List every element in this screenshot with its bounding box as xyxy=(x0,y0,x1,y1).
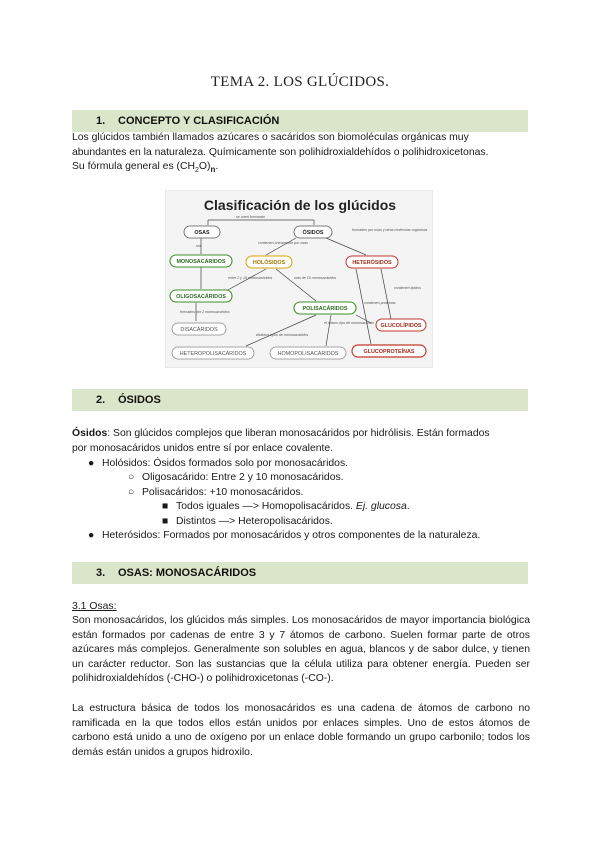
node-homopolisacaridos: HOMOPOLISACÁRIDOS xyxy=(277,351,339,357)
list-item-heterosidos xyxy=(88,529,480,544)
list-item-holosidos xyxy=(88,457,348,472)
formula-prefix: Su fórmula general es (CH xyxy=(72,161,196,173)
section-number: 1. xyxy=(96,115,106,127)
intro-text: : Son glúcidos complejos que liberan monosacáridos por hidrólisis. Están formados xyxy=(107,428,490,439)
section-header-osidos xyxy=(72,389,528,411)
label-se-unen: se unen formando xyxy=(236,215,265,219)
node-oligosacaridos: OLIGOSACÁRIDOS xyxy=(176,294,226,300)
page-title: TEMA 2. LOS GLÚCIDOS. xyxy=(210,74,390,90)
subsection-heading: 3.1 Osas: xyxy=(72,601,117,612)
node-polisacaridos: POLISACÁRIDOS xyxy=(302,306,348,312)
bullet-circle: ○ xyxy=(128,487,135,498)
section-title: CONCEPTO Y CLASIFICACIÓN xyxy=(118,115,280,127)
text-line: abundantes en la naturaleza. Químicamente son polihidroxialdehídos o polihidroxicetonas. xyxy=(72,146,489,158)
node-holosidos: HOLÓSIDOS xyxy=(252,260,286,266)
diagram-title: Clasificación de los glúcidos xyxy=(203,197,397,213)
label-formados-por-2: formados por 2 monosacáridos xyxy=(180,310,230,314)
diagram-svg xyxy=(166,191,434,369)
node-osas: OSAS xyxy=(194,230,210,236)
section-header-concepto xyxy=(72,110,528,132)
classification-diagram xyxy=(165,190,433,368)
node-disacaridos: DISACÁRIDOS xyxy=(180,327,218,333)
section-title: ÓSIDOS xyxy=(118,394,161,406)
node-heterosidos: HETERÓSIDOS xyxy=(352,260,392,266)
diagram-nodes xyxy=(170,226,426,359)
node-glucolipidos: GLUCOLÍPIDOS xyxy=(380,323,422,329)
section3-paragraph-1: Son monosacáridos, los glúcidos más simples. Los monosacáridos de mayor importancia biológica están formados por cadenas de entre 3 y 7 átomos de carbono. Suelen formar parte de otros azúcares más complejos. Generalmente son solubles en agua, blancos y de sabor dulce, y tienen un carácter reductor. Son las sustancias que la célula utiliza para obtener energía. Pueden ser polihidroxialdehídos (-CHO-) o polihidroxicetonas (-CO-). xyxy=(72,615,530,685)
formula-subscript-n: n xyxy=(210,165,216,175)
label-son: son xyxy=(196,244,202,248)
bullet-square: ■ xyxy=(162,516,169,527)
node-heteropolisacaridos: HETEROPOLISACÁRIDOS xyxy=(179,351,247,357)
text-line-formula xyxy=(72,160,530,179)
list-item-todos-iguales xyxy=(162,500,410,515)
bullet-dot: ● xyxy=(88,530,95,541)
section-title: OSAS: MONOSACÁRIDOS xyxy=(118,567,257,579)
section3-paragraph-2: La estructura básica de todos los monosacáridos es una cadena de átomos de carbono no ramificada en la que todos ellos están unidos por enlaces simples. Uno de estos átomos de carbono está unido a uno de oxígeno por un enlace doble formando un grupo carbonilo; todos los demás están unidos a grupos hidroxilo. xyxy=(72,703,530,758)
formula-end: . xyxy=(215,161,219,173)
list-text: Holósidos: Ósidos formados solo por monosacáridos. xyxy=(102,458,349,469)
label-distintos-tipos: distintos tipos de monosacáridos xyxy=(256,333,309,337)
section2-intro xyxy=(72,427,530,456)
section-number: 3. xyxy=(96,567,106,579)
label-contienen-lipidos: contienen lípidos xyxy=(394,286,421,290)
list-item-oligosacarido xyxy=(128,471,344,486)
label-mismo-tipo: el mismo tipo de monosacárido xyxy=(324,321,374,325)
term-osidos: Ósidos xyxy=(72,428,108,439)
list-text: Todos iguales —> Homopolisacáridos. xyxy=(176,501,356,512)
node-glucoproteinas: GLUCOPROTEÍNAS xyxy=(363,349,415,355)
list-item-polisacaridos xyxy=(128,486,303,501)
section-header-osas xyxy=(72,562,528,584)
formula-subscript: 2 xyxy=(195,167,199,175)
bullet-square: ■ xyxy=(162,501,169,512)
list-text: Oligosacárido: Entre 2 y 10 monosacáridos. xyxy=(142,472,344,483)
label-formados-por-osas: formados por osas y otras moléculas orgánicas xyxy=(352,228,428,232)
text-line xyxy=(72,427,530,442)
example-text: Ej. glucosa xyxy=(355,501,407,512)
label-contienen-proteinas: contienen proteínas xyxy=(364,301,396,305)
bullet-dot: ● xyxy=(88,458,95,469)
list-item-distintos xyxy=(162,515,333,530)
node-osidos: ÓSIDOS xyxy=(302,230,324,236)
label-mas-de-10: más de 10 monosacáridos xyxy=(294,276,337,280)
list-text: Polisacáridos: +10 monosacáridos. xyxy=(142,487,304,498)
formula-middle: O) xyxy=(198,161,211,173)
section-number: 2. xyxy=(96,394,106,406)
label-entre-2-10: entre 2 y 10 monosacáridos xyxy=(228,276,273,280)
section1-paragraph xyxy=(72,131,530,179)
list-text: Distintos —> Heteropolisacáridos. xyxy=(176,516,333,527)
label-contienen-solamente: contienen únicamente por osas xyxy=(258,241,308,245)
text-line: Los glúcidos también llamados azúcares o sacáridos son biomoléculas orgánicas muy xyxy=(72,132,469,143)
bullet-circle: ○ xyxy=(128,472,135,483)
node-monosacaridos: MONOSACÁRIDOS xyxy=(176,259,226,265)
text-line: por monosacáridos unidos entre sí por enlace covalente. xyxy=(72,442,334,454)
list-end: . xyxy=(406,501,410,512)
list-text: Heterósidos: Formados por monosacáridos y otros componentes de la naturaleza. xyxy=(102,530,481,541)
